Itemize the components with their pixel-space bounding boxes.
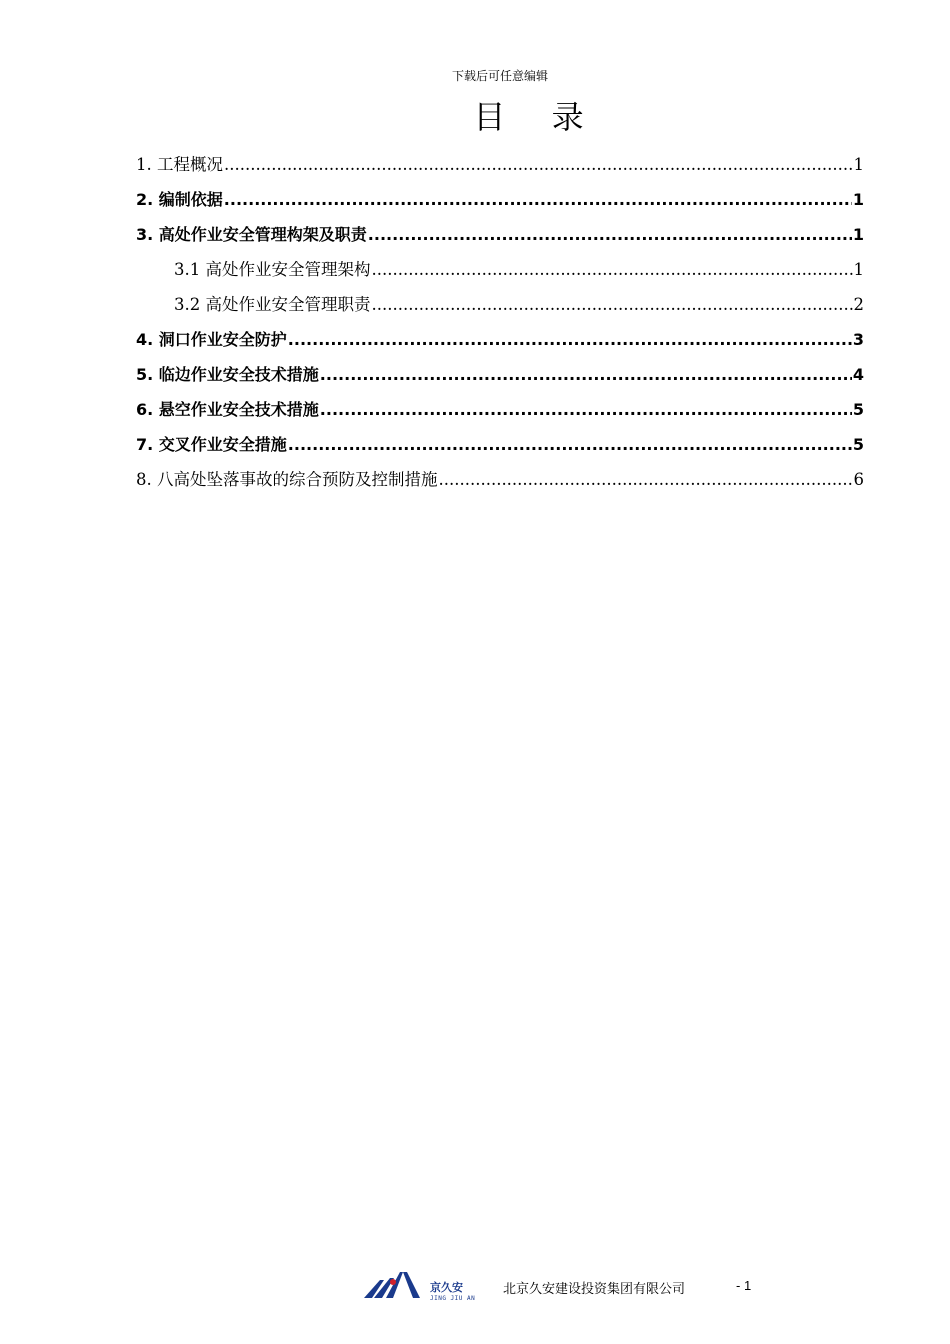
jingjiuan-logo-icon bbox=[362, 1266, 428, 1306]
page-footer bbox=[362, 1266, 762, 1306]
toc-title: 目 录 bbox=[473, 98, 602, 136]
toc-leader-dots bbox=[320, 397, 852, 423]
logo-chinese-name: 京久安 bbox=[430, 1281, 463, 1294]
toc-entry-text: 2. 编制依据 bbox=[136, 190, 223, 209]
toc-entry-text: 8. 八高处坠落事故的综合预防及控制措施 bbox=[136, 470, 438, 489]
toc-entry[interactable] bbox=[136, 327, 864, 362]
toc-entry-text: 5. 临边作业安全技术措施 bbox=[136, 365, 319, 384]
company-logo bbox=[362, 1266, 482, 1306]
toc-entry-page: 1 bbox=[853, 260, 864, 279]
toc-entry-page: 1 bbox=[853, 155, 864, 174]
toc-leader-dots bbox=[320, 362, 852, 388]
toc-entry-page: 5 bbox=[852, 435, 864, 454]
toc-entry[interactable] bbox=[136, 397, 864, 432]
toc-entry-text: 1. 工程概况 bbox=[136, 155, 223, 174]
toc-leader-dots bbox=[224, 152, 853, 178]
toc-entry[interactable] bbox=[136, 362, 864, 397]
toc-entry-page: 4 bbox=[852, 365, 864, 384]
toc-entry[interactable] bbox=[136, 222, 864, 257]
toc-entry-page: 2 bbox=[853, 295, 864, 314]
toc-entry-text: 3. 高处作业安全管理构架及职责 bbox=[136, 225, 367, 244]
company-name: 北京久安建设投资集团有限公司 bbox=[503, 1282, 686, 1297]
table-of-contents bbox=[136, 152, 864, 502]
toc-entry-page: 6 bbox=[853, 470, 864, 489]
toc-leader-dots bbox=[224, 187, 852, 213]
toc-entry-text: 7. 交叉作业安全措施 bbox=[136, 435, 287, 454]
toc-entry-text: 3.1 高处作业安全管理架构 bbox=[174, 260, 371, 279]
toc-entry-text: 6. 悬空作业安全技术措施 bbox=[136, 400, 319, 419]
download-note: 下载后可任意编辑 bbox=[451, 69, 548, 83]
toc-entry[interactable] bbox=[136, 152, 864, 187]
toc-entry-page: 1 bbox=[852, 225, 864, 244]
toc-subentry[interactable] bbox=[136, 292, 864, 327]
toc-leader-dots bbox=[439, 467, 853, 493]
toc-entry-page: 3 bbox=[852, 330, 864, 349]
toc-entry-text: 4. 洞口作业安全防护 bbox=[136, 330, 287, 349]
logo-english-name: JING JIU AN bbox=[430, 1295, 476, 1302]
toc-leader-dots bbox=[372, 292, 853, 318]
toc-entry[interactable] bbox=[136, 187, 864, 222]
page-number: - 1 bbox=[736, 1278, 752, 1293]
toc-leader-dots bbox=[288, 432, 852, 458]
toc-entry-page: 1 bbox=[852, 190, 864, 209]
toc-entry[interactable] bbox=[136, 467, 864, 502]
toc-entry[interactable] bbox=[136, 432, 864, 467]
toc-entry-page: 5 bbox=[852, 400, 864, 419]
toc-entry-text: 3.2 高处作业安全管理职责 bbox=[174, 295, 371, 314]
toc-leader-dots bbox=[288, 327, 852, 353]
toc-subentry[interactable] bbox=[136, 257, 864, 292]
toc-leader-dots bbox=[372, 257, 853, 283]
toc-leader-dots bbox=[368, 222, 852, 248]
